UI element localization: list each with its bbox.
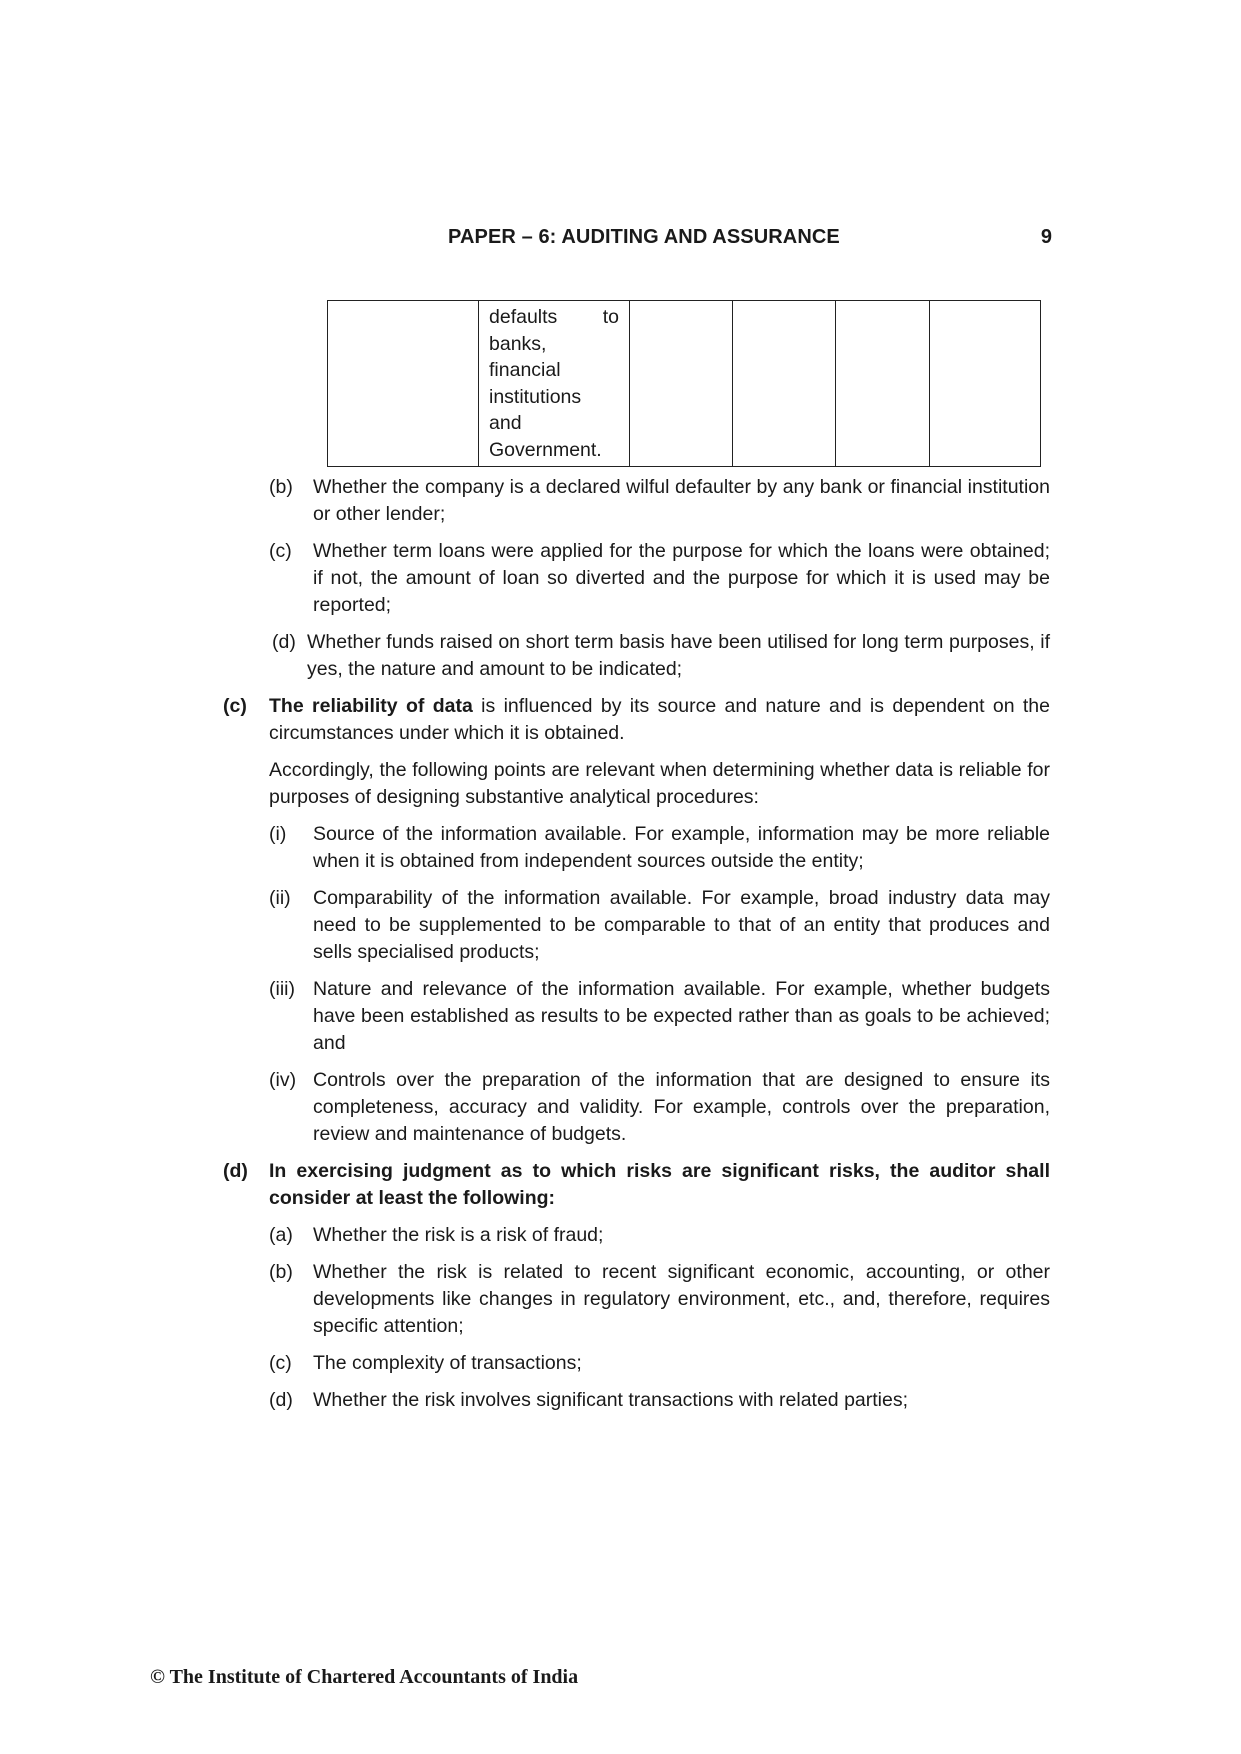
list-item-label: (c) [269, 540, 292, 562]
page-header [448, 226, 1052, 252]
list-item-text: Whether the risk involves significant transactions with related parties; [313, 1389, 909, 1411]
list-item-text: Controls over the preparation of the information that are designed to ensure its completeness, accuracy and validity. For example, controls over the preparation, review and maintenance of budgets. [313, 1069, 1050, 1145]
list-item [223, 1222, 1050, 1249]
table-cell-empty [836, 301, 930, 467]
section-lead-text: is influenced by its source and nature and is dependent on the circumstances under which it is obtained. [269, 695, 1050, 744]
document-body [223, 474, 1050, 1424]
list-item-text: Source of the information available. For example, information may be more reliable when it is obtained from independent sources outside the entity; [313, 823, 1050, 872]
list-item [223, 821, 1050, 875]
list-item-text: Whether funds raised on short term basis have been utilised for long term purposes, if yes, the nature and amount to be indicated; [307, 631, 1050, 680]
list-item [223, 1350, 1050, 1377]
copyright-footer: © The Institute of Chartered Accountants of India [150, 1666, 579, 1688]
list-item-label: (c) [269, 1352, 292, 1374]
section-label: (d) [223, 1160, 248, 1182]
section-c [223, 693, 1050, 811]
list-item [223, 1259, 1050, 1340]
list-item [223, 538, 1050, 619]
list-item-text: Whether the risk is a risk of fraud; [313, 1224, 604, 1246]
list-item [223, 474, 1050, 528]
list-item-label: (i) [269, 823, 287, 845]
table-cell-empty [328, 301, 479, 467]
list-item [223, 1067, 1050, 1148]
section-d [223, 1158, 1050, 1212]
section-heading: In exercising judgment as to which risks are significant risks, the auditor shall consider at least the following: [269, 1160, 1050, 1209]
list-item [223, 976, 1050, 1057]
table-cell-line: Government. [489, 438, 602, 461]
table-cell-empty [930, 301, 1041, 467]
list-item-label: (b) [269, 476, 293, 498]
table-cell-line: institutions [489, 385, 582, 408]
list-item-label: (iii) [269, 978, 295, 1000]
list-item-text: Nature and relevance of the information available. For example, whether budgets have been established as results to be expected rather than as goals to be achieved; and [313, 978, 1050, 1054]
table-cell-line: defaults to [489, 306, 619, 328]
list-item-label: (ii) [269, 887, 291, 909]
section-lead-bold: The reliability of data [269, 695, 473, 717]
continued-table [327, 300, 1041, 467]
table-cell-text [479, 301, 630, 467]
table-cell-empty [630, 301, 733, 467]
page-number: 9 [1040, 226, 1052, 248]
list-item-label: (a) [269, 1224, 293, 1246]
list-item-label: (iv) [269, 1069, 297, 1091]
section-label: (c) [223, 695, 247, 717]
list-item [223, 1387, 1050, 1414]
page-title: PAPER – 6: AUDITING AND ASSURANCE [448, 226, 840, 248]
table-cell-empty [733, 301, 836, 467]
table-cell-line: banks, [489, 332, 547, 355]
list-item-text: Whether the company is a declared wilful defaulter by any bank or financial institution or other lender; [313, 476, 1050, 525]
list-item [223, 885, 1050, 966]
list-item-text: The complexity of transactions; [313, 1352, 582, 1374]
list-item-label: (d) [269, 1389, 293, 1411]
section-paragraph [269, 693, 1050, 747]
list-item-label: (d) [272, 631, 296, 653]
table-row [328, 301, 1041, 467]
list-item [223, 629, 1050, 683]
table-cell-line: and [489, 412, 522, 434]
list-item-label: (b) [269, 1261, 293, 1283]
table-cell-line: financial [489, 359, 561, 381]
list-item-text: Whether the risk is related to recent significant economic, accounting, or other developments like changes in regulatory environment, etc., and, therefore, requires specific attention; [313, 1261, 1050, 1337]
section-paragraph: Accordingly, the following points are relevant when determining whether data is reliable for purposes of designing substantive analytical procedures: [269, 759, 1050, 808]
list-item-text: Comparability of the information available. For example, broad industry data may need to be supplemented to be comparable to that of an entity that produces and sells specialised products; [313, 887, 1050, 963]
list-item-text: Whether term loans were applied for the purpose for which the loans were obtained; if not, the amount of loan so diverted and the purpose for which it is used may be reported; [313, 540, 1050, 616]
